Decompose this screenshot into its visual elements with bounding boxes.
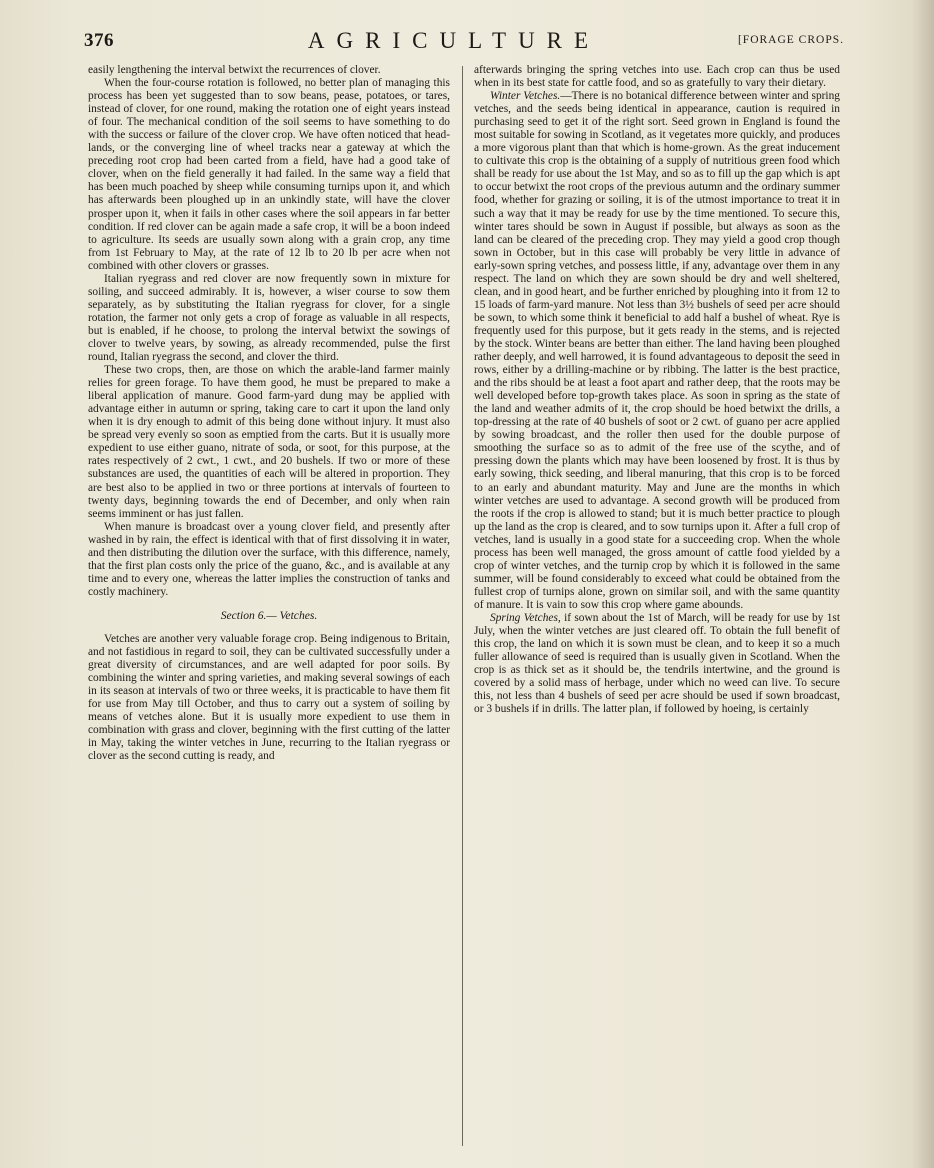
- left-column: [88, 64, 450, 763]
- page-header: [84, 30, 844, 56]
- paragraph-lead: Winter Vetches.: [490, 90, 561, 103]
- section-heading: Section 6.— Vetches.: [220, 608, 318, 622]
- paragraph: These two crops, then, are those on which the arable-land farmer mainly relies for green forage. To have them good, he must be prepared to make a liberal application of manure. Good farm-yard dung may be applied with advantage either in autumn or spring, taking care to cart it upon the land only when it is dry enough to admit of this being done without injury. It must also be spread very evenly so soon as emptied from the carts. But it is usually more expedient to use either guano, nitrate of soda, or soot, for this purpose, at the rates respectively of 2 cwt., 1 cwt., and 20 bushels. If two or more of these substances are used, the quantities of each will be altered in proportion. They are best also to be applied in two or three portions at intervals of fourteen to twenty days, beginning towards the end of December, and only when rain seems imminent or has just fallen.: [88, 364, 450, 520]
- page-binding-shadow: [912, 0, 934, 1168]
- right-column: [474, 64, 840, 716]
- paragraph: Vetches are another very valuable forage crop. Being indigenous to Britain, and not fastidious in regard to soil, they can be cultivated successfully under a great diversity of circumstances, and are well adapted for poor soils. By combining the winter and spring varieties, and making several sowings of each in its season at intervals of two or three weeks, it is practicable to have them fit for use from May till October, and thus to carry out a system of soiling by means of vetches alone. But it is usually more expedient to use them in combination with grass and clover, beginning with the first cutting of the latter in May, taking the winter vetches in June, recurring to the Italian ryegrass or clover as the second cutting is ready, and: [88, 632, 450, 763]
- paragraph-body: if sown about the 1st of March, will be ready for use by 1st July, when the winter vetches are just cleared off. To obtain the full benefit of this crop, the land on which it is sown must be clean, and to keep it so a much fuller allowance of seed is required than is usually given in Scotland. When the crop is as thick set as it should be, the tendrils intertwine, and the ground is covered by a solid mass of herbage, under which no weed can live. To secure this, not less than 4 bushels of seed per acre should be used if sown broadcast, or 3 bushels if in drills. The latter plan, if followed by hoeing, is certainly: [474, 611, 841, 716]
- paragraph-body: —There is no botanical difference between winter and spring vetches, and the seeds being identical in appearance, caution is required in purchasing seed to get it of the right sort. Seed grown in England is found the most suitable for sowing in Scotland, as it vegetates more quickly, and produces a more vigorous plant than that which is home-grown. As the great inducement to cultivate this crop is the obtaining of a supply of nutritious green food which shall be ready for use about the 1st May, and so as to fill up the gap which is apt to occur betwixt the root crops of the previous autumn and the ordinary summer food, whether for grazing or soiling, it is of the utmost importance to treat it in such a way that it may be ready for use by the time mentioned. To secure this, winter tares should be sown in August if possible, but always as soon as the land can be cleared of the preceding crop. They may yield a good crop though sown in October, but in this case will probably be very little in advance of early-sown spring vetches, and possess little, if any, advantage over them in any respect. The land on which they are sown should be dry and well sheltered, clean, and in good heart, and be further enriched by ploughing into it from 12 to 15 loads of farm-yard manure. Not less than 3½ bushels of seed per acre should be sown, to which some think it beneficial to add half a bushel of wheat. Rye is frequently used for this purpose, but it gets ready in the stems, and is rejected by the stock. Winter beans are better than either. The land having been ploughed rather deeply, and well harrowed, it is found advantageous to deposit the seed in rows, either by a drilling-machine or by ribbing. The latter is the best practice, and the ribs should be at least a foot apart and rather deep, that the roots may be well developed before top-growth takes place. As soon in spring as the state of the land and weather admits of it, the crop should be hoed betwixt the drills, a top-dressing at the rate of 40 bushels of soot or 2 cwt. of guano per acre applied by sowing broadcast, and the roller then used for the double purpose of smoothing the surface so as to admit of the free use of the scythe, and of pressing down the plants which may have been loosened by frost. It is thus by early sowing, thick seeding, and liberal manuring, that this crop is to be forced to an early and abundant maturity. May and June are the months in which winter vetches are used to advantage. A second growth will be produced from the roots if the crop is allowed to stand; but it is much better practice to plough up the land as the crop is cleared, and to sow turnips upon it. After a full crop of vetches, land is usually in a good state for a succeeding crop. When the whole process has been well managed, the gross amount of cattle food yielded by a crop of winter vetches, and the turnip crop by which it is followed in the same summer, will be found considerably to exceed what could be obtained from the fullest crop of turnips alone, grown on similar soil, and with the same quantity of manure. It is vain to sow this crop where game abounds.: [474, 90, 840, 611]
- paragraph: Italian ryegrass and red clover are now frequently sown in mixture for soiling, and succeed admirably. It is, however, a wiser course to sow them separately, as by substituting the Italian ryegrass for clover, for a single rotation, the farmer not only gets a crop of forage as valuable in all respects, but is enabled, if he choose, to prolong the interval betwixt the sowings of clover to twelve years, by sowing, as already recommended, pulse the first round, Italian ryegrass the second, and clover the third.: [88, 272, 450, 364]
- paragraph: afterwards bringing the spring vetches into use. Each crop can thus be used when in its best state for cattle food, and so as gratefully to vary their dietary.: [474, 64, 840, 90]
- paragraph: When the four-course rotation is followed, no better plan of managing this process has been yet suggested than to sow beans, pease, potatoes, or tares, instead of clover, for one round, making the rotation one of eight years instead of four. The mechanical condition of the soil seems to have something to do with the success or failure of the clover crop. We have often noticed that head-lands, or the converging line of wheel tracks near a gateway at which the preceding root crop had been carted from a field, have had a good take of clover, when on the field generally it had failed. In the same way a field that has been much poached by sheep while consuming turnips upon it, and which has afterwards been ploughed up in an unkindly state, will have the clover prosper upon it, when it fails in other cases where the soil appears in far better condition. If red clover can be again made a safe crop, it will be a boon indeed to agriculture. Its seeds are usually sown along with a grain crop, any time from 1st February to May, at the rate of 12 lb to 20 lb per acre when not combined with other clovers or grasses.: [88, 77, 450, 272]
- page-number: 376: [84, 30, 114, 51]
- paragraph: When manure is broadcast over a young clover field, and presently after washed in by rain, the effect is identical with that of first dissolving it in water, and then distributing the dilution over the surface, with this difference, namely, that the first plan costs only the price of the guano, &c., and is available at any time and to every one, whereas the latter implies the construction of tanks and costly machinery.: [88, 520, 450, 598]
- paragraph: [474, 90, 840, 612]
- section-tag: [FORAGE CROPS.: [737, 34, 844, 46]
- paragraph: easily lengthening the interval betwixt the recurrences of clover.: [88, 64, 381, 76]
- running-title: AGRICULTURE: [307, 28, 601, 53]
- column-divider: [462, 66, 463, 1146]
- paragraph: [474, 612, 840, 716]
- paragraph-lead: Spring Vetches,: [490, 611, 561, 624]
